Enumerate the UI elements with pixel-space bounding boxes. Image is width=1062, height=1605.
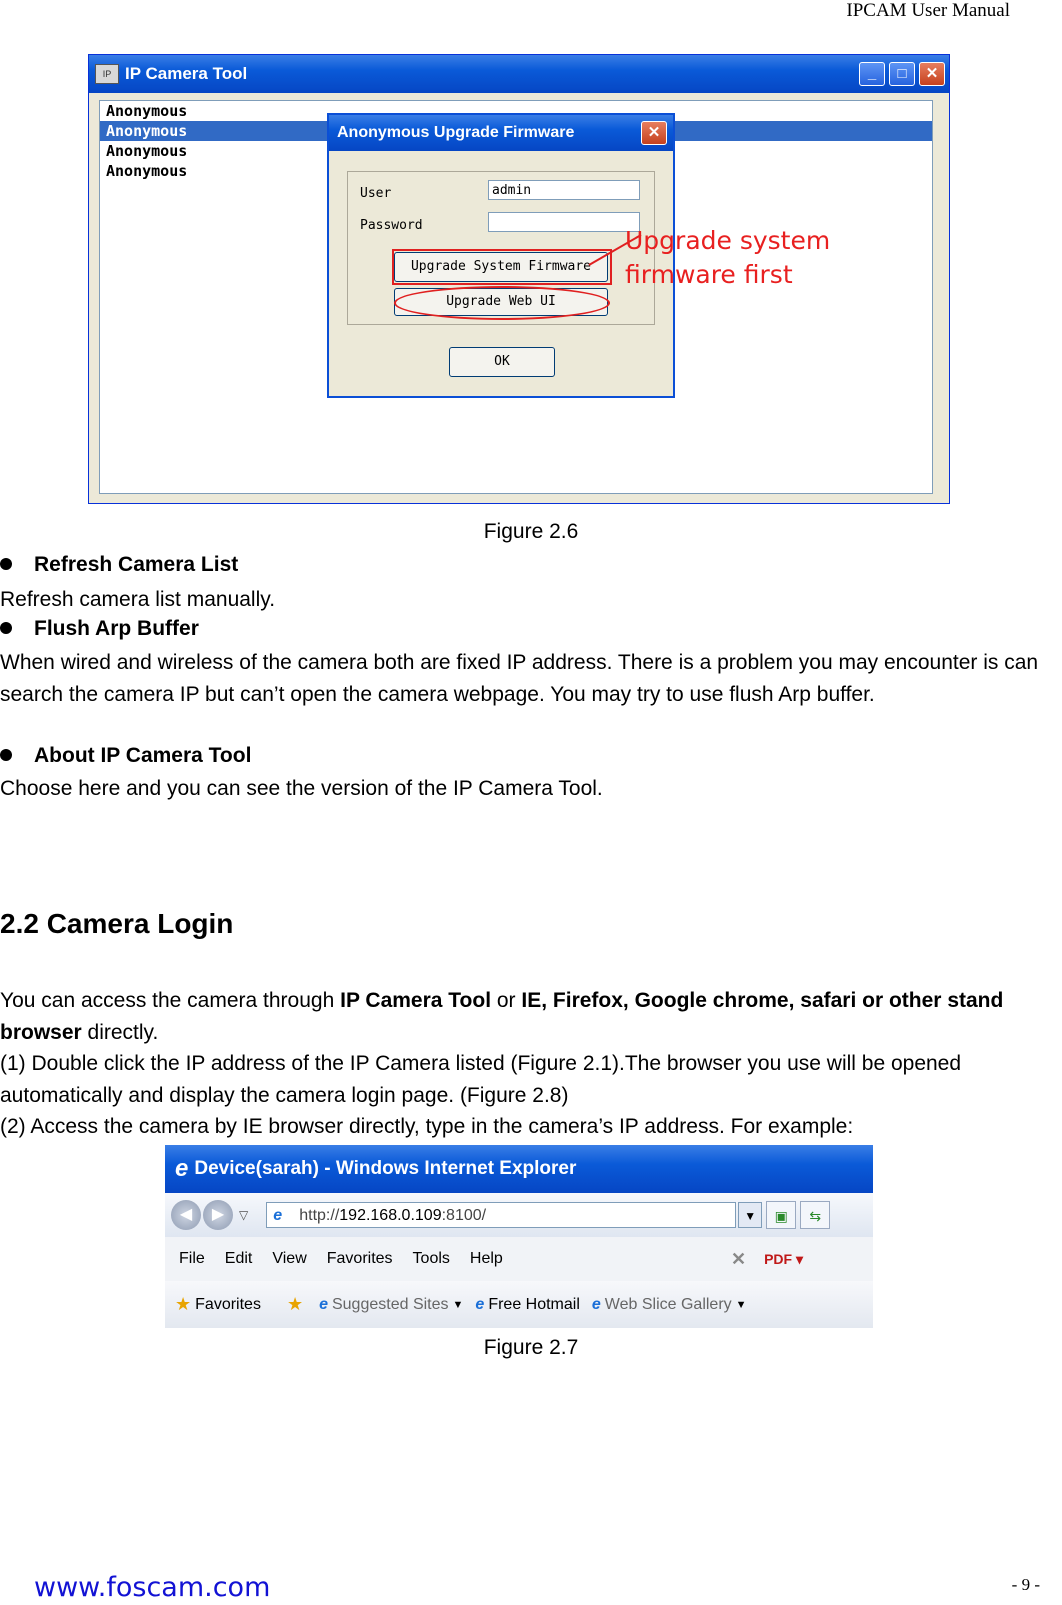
ie-logo-icon: e	[175, 1155, 189, 1182]
address-row	[165, 1193, 873, 1237]
favorites-star-icon: ★	[175, 1294, 192, 1314]
window-title: IP Camera Tool	[125, 64, 248, 83]
address-dropdown-button[interactable]: ▼	[738, 1202, 762, 1228]
section-title: 2.2 Camera Login	[0, 908, 234, 939]
user-input[interactable]: admin	[488, 180, 640, 200]
bullet-icon	[0, 622, 12, 634]
menu-view[interactable]: View	[272, 1250, 307, 1267]
fav-link-free-hotmail[interactable]: Free Hotmail	[488, 1295, 580, 1313]
maximize-button[interactable]: □	[889, 62, 915, 86]
dialog-title: Anonymous Upgrade Firmware	[337, 124, 575, 141]
section-heading: Flush Arp Buffer	[0, 617, 199, 641]
menu-favorites[interactable]: Favorites	[326, 1250, 393, 1267]
paragraph: You can access the camera through IP Camera Tool or IE, Firefox, Google chrome, safari or other stand browser directly.	[0, 989, 1004, 1044]
minimize-button[interactable]: _	[859, 62, 885, 86]
ie-title-bar	[165, 1145, 873, 1193]
favorites-button[interactable]: Favorites	[195, 1295, 261, 1313]
paragraph: Choose here and you can see the version of the IP Camera Tool.	[0, 777, 603, 800]
paragraph: Refresh camera list manually.	[0, 588, 276, 611]
section-heading: Refresh Camera List	[0, 553, 238, 577]
camera-list-item[interactable]: Anonymous	[106, 142, 188, 160]
fav-link-suggested-sites[interactable]: Suggested Sites	[331, 1295, 449, 1313]
page-number: - 9 -	[1011, 1575, 1040, 1594]
figure-caption: Figure 2.7	[483, 1336, 579, 1359]
forward-icon[interactable]: ▶	[203, 1200, 233, 1230]
dialog-title-bar	[329, 115, 673, 151]
close-button[interactable]: ✕	[919, 62, 945, 86]
ok-button[interactable]: OK	[449, 347, 555, 377]
back-icon[interactable]: ◀	[171, 1200, 201, 1230]
password-input[interactable]	[488, 212, 640, 232]
add-favorite-icon[interactable]: ★	[286, 1294, 304, 1314]
app-icon: IP	[95, 64, 119, 84]
fav-link-web-slice-gallery[interactable]: Web Slice Gallery	[604, 1295, 732, 1313]
favorites-bar	[165, 1281, 873, 1328]
camera-list-item[interactable]: Anonymous	[106, 102, 188, 120]
ie-window-title: Device(sarah) - Windows Internet Explorer	[194, 1158, 577, 1179]
upgrade-system-firmware-button[interactable]: Upgrade System Firmware	[394, 252, 608, 282]
bullet-icon	[0, 558, 12, 570]
title-bar	[89, 55, 949, 93]
upgrade-web-ui-button[interactable]: Upgrade Web UI	[394, 288, 608, 316]
section-heading: About IP Camera Tool	[0, 744, 251, 768]
header-title: IPCAM User Manual	[846, 0, 1010, 21]
address-bar[interactable]: e http://192.168.0.109:8100/	[266, 1202, 736, 1228]
stop-icon[interactable]: ✕	[730, 1248, 747, 1269]
bullet-icon	[0, 749, 12, 761]
annotation-line-2: firmware first	[625, 260, 793, 289]
page-icon: e	[273, 1207, 283, 1224]
ie-page-icon: e	[591, 1295, 601, 1313]
highlight-oval	[394, 286, 610, 320]
password-label: Password	[360, 218, 423, 233]
menu-tools[interactable]: Tools	[412, 1250, 450, 1267]
menu-help[interactable]: Help	[469, 1250, 503, 1267]
compatibility-icon[interactable]: ▣	[766, 1201, 796, 1229]
ie-window	[165, 1145, 873, 1328]
dialog-close-button[interactable]: ✕	[641, 121, 667, 145]
menu-file[interactable]: File	[179, 1250, 205, 1267]
ie-page-icon: e	[475, 1295, 485, 1313]
highlight-box	[392, 249, 612, 285]
menu-edit[interactable]: Edit	[224, 1250, 253, 1267]
footer-url[interactable]: www.foscam.com	[34, 1572, 271, 1603]
annotation-line-1: Upgrade system	[625, 226, 831, 255]
figure-caption: Figure 2.6	[483, 520, 579, 543]
menu-bar	[165, 1237, 873, 1281]
camera-list-item[interactable]: Anonymous	[100, 121, 932, 141]
chevron-down-icon[interactable]: ▼	[452, 1298, 464, 1311]
ie-page-icon: e	[319, 1295, 328, 1313]
paragraph: (2) Access the camera by IE browser directly, type in the camera’s IP address. For example:	[0, 1115, 854, 1138]
user-label: User	[360, 186, 392, 201]
camera-list-item[interactable]: Anonymous	[106, 162, 188, 180]
chevron-down-icon[interactable]: ▼	[735, 1298, 747, 1311]
pdf-icon[interactable]: PDF ▾	[764, 1250, 803, 1267]
history-dropdown-icon[interactable]: ▽	[239, 1208, 249, 1222]
paragraph: (1) Double click the IP address of the IP Camera listed (Figure 2.1).The browser you use will be opened automatically and display the camera login page. (Figure 2.8)	[0, 1052, 962, 1107]
refresh-icon[interactable]: ⇆	[800, 1201, 830, 1229]
ip-camera-tool-window	[88, 54, 950, 504]
paragraph: When wired and wireless of the camera both are fixed IP address. There is a problem you may encounter is can search the camera IP but can’t open the camera webpage. You may try to use flush Arp buffer.	[0, 651, 1039, 706]
